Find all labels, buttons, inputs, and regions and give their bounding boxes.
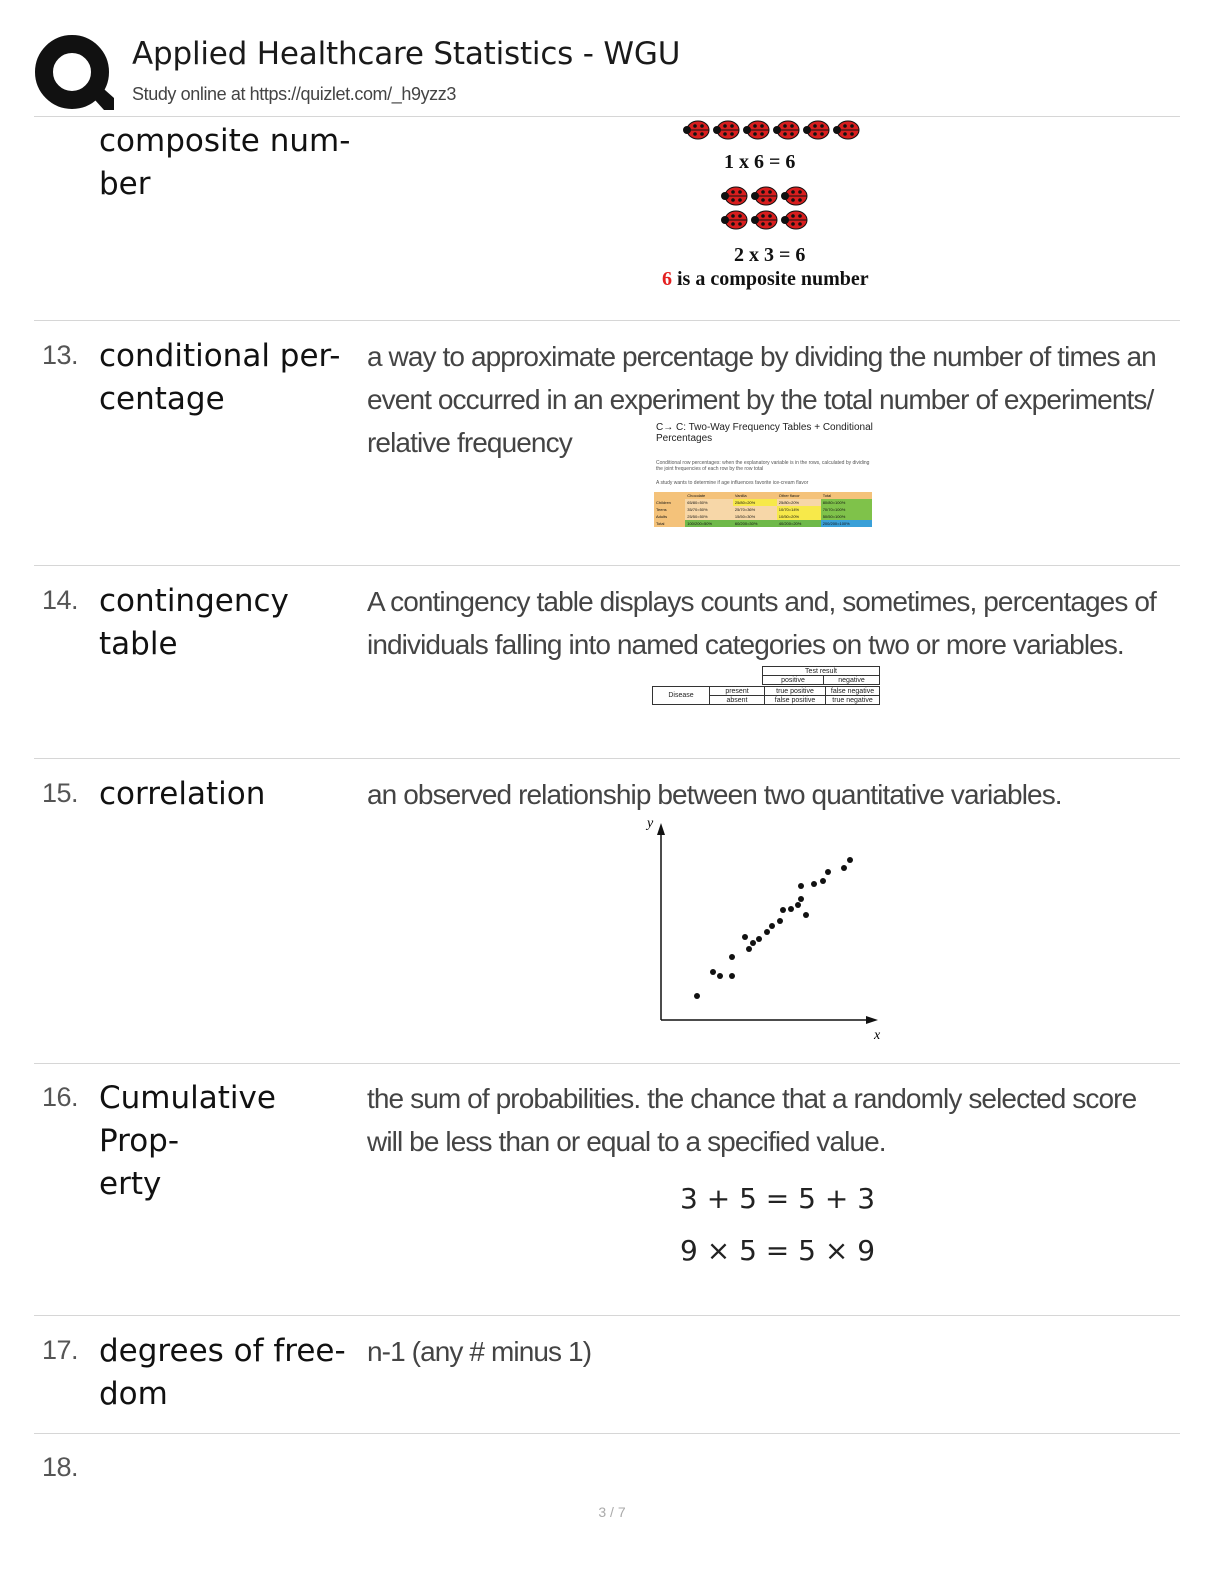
image-note: A study wants to determine if age influences favorite ice-cream flavor [656,480,809,486]
test-result-table: Test result positive negative [762,666,880,685]
y-axis-arrow [657,823,665,835]
ladybug-icon [751,211,777,229]
term-conditional-percentage: conditional per- centage [99,338,341,417]
scatter-point [729,973,735,979]
card-number: 15. [42,778,79,808]
contingency-table-image [652,666,882,718]
term-cumulative-property: Cumulative Prop- erty [99,1080,276,1202]
scatter-point [847,857,853,863]
caption-number: 6 [662,268,672,290]
study-url: Study online at https://quizlet.com/_h9yzz3 [132,84,456,104]
scatter-point [710,969,716,975]
divider [34,1063,1180,1064]
scatter-point [798,896,804,902]
card-number: 14. [42,585,79,615]
ladybug-icon [781,187,807,205]
ladybug-icon [803,121,829,139]
term-contingency-table: contingency table [99,583,289,662]
card-number: 18. [42,1452,79,1482]
x-axis-label: x [874,1028,881,1043]
image-title: C→ C: Two-Way Frequency Tables + Conditional Percentages [656,422,873,444]
term-degrees-of-freedom: degrees of free- dom [99,1333,346,1412]
divider [34,116,1180,117]
ladybug-icon [781,211,807,229]
ladybug-icon [833,121,859,139]
table-row: Teens 35/70=50% 25/70=36% 10/70=14% 70/70=100% [654,506,872,513]
frequency-table [654,492,872,527]
composite-caption [662,268,869,291]
scatter-point [811,881,817,887]
quizlet-logo [34,34,114,112]
ladybug-icons [640,118,900,238]
scatter-point [769,923,775,929]
equation-1x6: 1 x 6 = 6 [724,151,796,173]
scatter-point [756,936,762,942]
scatter-point [795,902,801,908]
equation-2x3: 2 x 3 = 6 [734,244,806,266]
scatter-point [780,907,786,913]
scatter-point [746,946,752,952]
scatter-point [777,918,783,924]
ladybug-icon [713,121,739,139]
table-row: Children 65/80=50% 25/80=20% 25/80=20% 80/80=100% [654,499,872,506]
definition-cumulative-property: the sum of probabilities. the chance that a randomly selected score will be less than or equal to a specified value. [367,1083,1137,1157]
scatter-point [694,993,700,999]
equation-addition: 3 + 5 = 5 + 3 [680,1182,876,1215]
divider [34,320,1180,321]
scatter-point [841,865,847,871]
ladybug-icon [721,211,747,229]
y-axis-label: y [647,816,654,831]
table-row: Total 100/200=50% 60/200=30% 40/200=20% 200/200=100% [654,520,872,527]
scatter-point [729,954,735,960]
scatter-point [825,869,831,875]
scatter-point [717,973,723,979]
definition-degrees-of-freedom: n-1 (any # minus 1) [367,1336,592,1367]
x-axis-arrow [866,1016,878,1024]
card-number: 16. [42,1082,79,1112]
scatter-point [742,934,748,940]
definition-correlation: an observed relationship between two quantitative variables. [367,779,1062,810]
divider [34,1315,1180,1316]
table-row: Adults 25/50=50% 15/50=30% 10/50=20% 50/50=100% [654,513,872,520]
page-number: 3 / 7 [598,1504,626,1520]
card-number: 13. [42,340,79,370]
term-composite-number: composite num- ber [99,123,351,202]
divider [34,565,1180,566]
ladybug-icon [751,187,777,205]
ladybug-icon [773,121,799,139]
table-header-row: Chocolate Vanilla Other flavor Total [654,492,872,499]
scatter-point [788,906,794,912]
definition-conditional-percentage: a way to approximate percentage by dividing the number of times an event occurred in an experiment by the total number of experiments/ relative frequency [367,341,1156,458]
page-title: Applied Healthcare Statistics - WGU [132,36,681,72]
card-number: 17. [42,1335,79,1365]
equation-multiplication: 9 × 5 = 5 × 9 [680,1234,876,1267]
scatter-point [764,929,770,935]
ladybug-icon [721,187,747,205]
scatter-point [803,912,809,918]
ladybug-icon [683,121,709,139]
definition-contingency-table: A contingency table displays counts and, sometimes, percentages of individuals falling into named categories on two or more variables. [367,586,1156,660]
scatter-point [820,878,826,884]
term-correlation: correlation [99,776,266,812]
scatter-plot-image [640,815,890,1045]
disease-table: Disease present true positive false negative absent false positive true negative [652,686,880,705]
scatter-point [750,940,756,946]
scatter-points [694,857,853,999]
scatter-point [798,883,804,889]
divider [34,758,1180,759]
image-note: Conditional row percentages: when the explanatory variable is in the rows, calculated by dividing the joint frequencies of each row by the row total [656,460,870,472]
conditional-percentages-image [650,420,878,540]
divider [34,1433,1180,1434]
caption-text: is a composite number [672,268,869,290]
ladybug-icon [743,121,769,139]
ladybug-composite-image [640,118,900,298]
